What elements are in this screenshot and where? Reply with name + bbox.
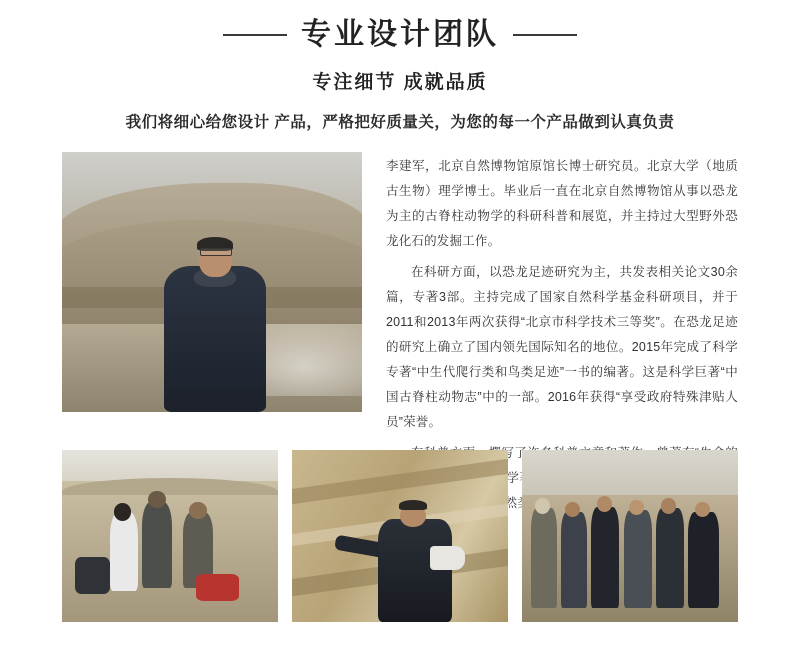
page-header [0,0,800,132]
portrait-person-body [164,266,266,412]
photo3-person-6-body [688,512,718,608]
photo3-person-1-body [531,508,557,608]
photo1-backpack [75,557,110,595]
photo3-person-5-head [661,498,676,513]
photo2-person-hair [399,500,427,510]
photo1-person-1-body [110,512,138,591]
photo3-person-3-body [591,507,619,608]
gallery-photo-2 [292,450,508,622]
page-lead-text: 我们将细心给您设计 产品，严格把好质量关，为您的每一个产品做到认真负责 [125,114,675,131]
photo1-person-1-head [114,503,131,520]
portrait-photo [62,152,362,412]
megaphone-icon [430,546,465,570]
gallery-strip [62,450,738,622]
photo3-person-5-body [656,508,684,608]
photo2-person-body [378,519,451,622]
gallery-photo-3 [522,450,738,622]
photo1-person-2-head [148,491,165,508]
left-rule-divider [223,34,287,36]
bio-paragraph-1: 李建军，北京自然博物馆原馆长博士研究员。北京大学（地质古生物）理学博士。毕业后一直在北京自然博物馆从事以恐龙为主的古脊柱动物学的科研科普和展览，并主持过大型野外恐龙化石的发掘工作。 [386,159,738,248]
photo3-person-1-head [535,498,550,513]
page-subtitle: 专注细节 成就品质 [312,72,488,93]
title-row [0,18,800,51]
right-rule-divider [513,34,577,36]
bio-paragraph-2: 在科研方面，以恐龙足迹研究为主，共发表相关论文30余篇，专著3部。主持完成了国家自然科学基金科研项目，并于2011和2013年两次获得“北京市科学技术三等奖”。在恐龙足迹的研究上确立了国内领先国际知名的地位。2015年完成了科学专著“中生代爬行类和鸟类足迹”一书的编著。这是科学巨著“中国古脊柱动物志”中的一部。2016年获得“享受政府特殊津贴人员”荣誉。 [386,265,738,429]
photo3-person-3-head [597,496,612,511]
photo1-red-bag [196,574,239,602]
photo3-person-2-body [561,512,587,608]
glasses-icon [200,248,232,256]
photo3-person-6-head [695,502,710,517]
gallery-photo-1 [62,450,278,622]
photo1-person-3-head [189,502,206,519]
photo1-person-2-body [142,502,172,588]
photo3-person-4-body [624,510,652,608]
page-title: 专业设计团队 [301,18,499,51]
